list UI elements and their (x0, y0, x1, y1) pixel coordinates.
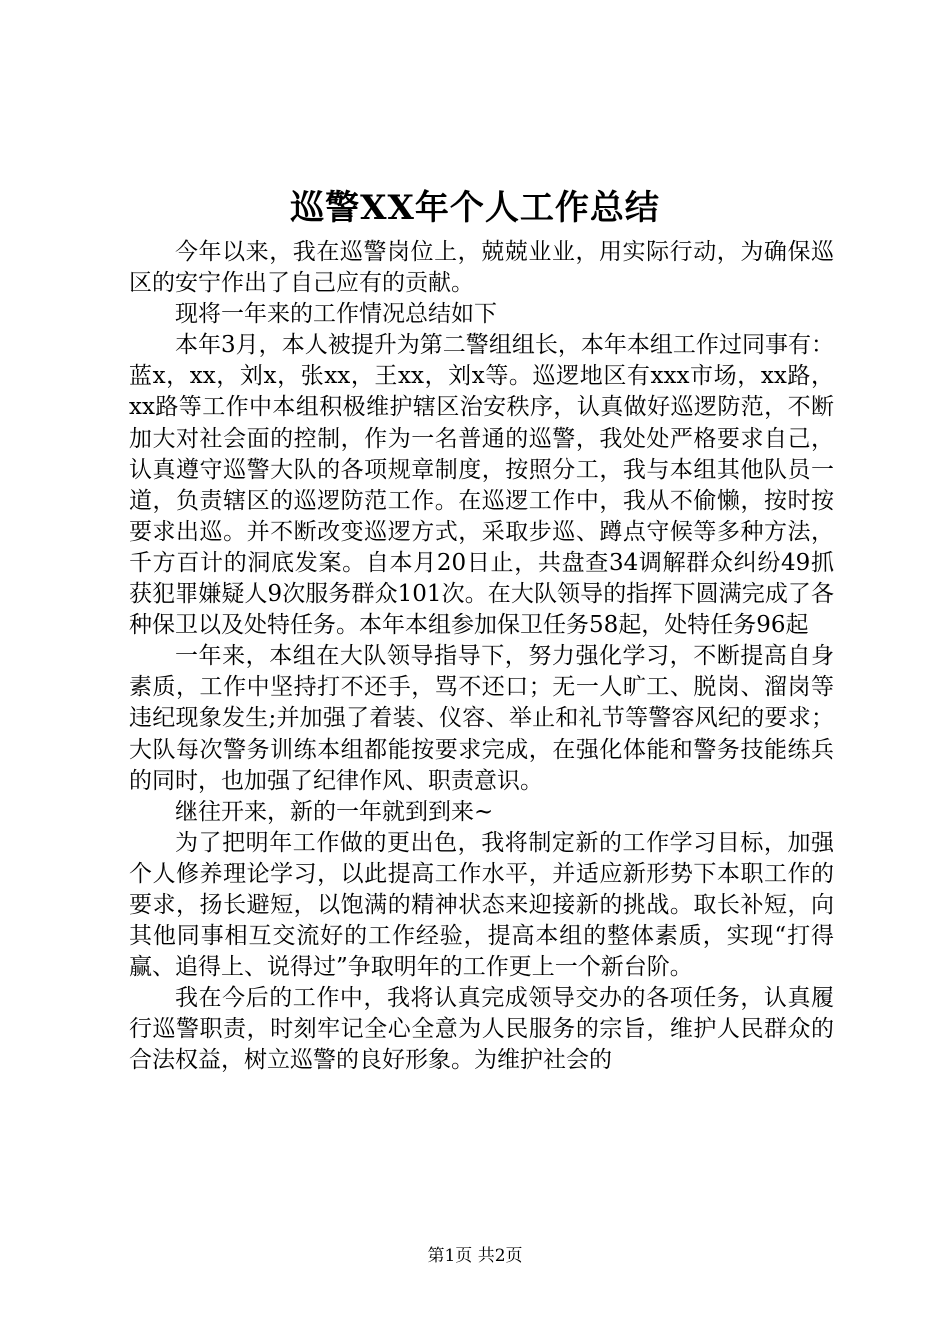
paragraph-1: 今年以来，我在巡警岗位上，兢兢业业，用实际行动，为确保巡区的安宁作出了自己应有的贡献。 (129, 239, 834, 297)
paragraph-3: 本年3月，本人被提升为第二警组组长，本年本组工作过同事有：蓝x，xx，刘x，张xx，王xx，刘x等。巡逻地区有xxx市场，xx路，xx路等工作中本组积极维护辖区治安秩序，认真做好巡逻防范，不断加大对社会面的控制，作为一名普通的巡警，我处处严格要求自己，认真遵守巡警大队的各项规章制度，按照分工，我与本组其他队员一道，负责辖区的巡逻防范工作。在巡逻工作中，我从不偷懒，按时按要求出巡。并不断改变巡逻方式，采取步巡、蹲点守候等多种方法，千方百计的洞底发案。自本月20日止，共盘查34调解群众纠纷49抓获犯罪嫌疑人9次服务群众101次。在大队领导的指挥下圆满完成了各种保卫以及处特任务。本年本组参加保卫任务58起，处特任务96起 (129, 332, 834, 639)
paragraph-4: 一年来，本组在大队领导指导下，努力强化学习，不断提高自身素质，工作中坚持打不还手，骂不还口；无一人旷工、脱岗、溜岗等违纪现象发生;并加强了着装、仪容、举止和礼节等警容风纪的要求；大队每次警务训练本组都能按要求完成，在强化体能和警务技能练兵的同时，也加强了纪律作风、职责意识。 (129, 643, 834, 794)
document-title: 巡警XX年个人工作总结 (290, 188, 660, 228)
paragraph-7: 我在今后的工作中，我将认真完成领导交办的各项任务，认真履行巡警职责，时刻牢记全心全意为人民服务的宗旨，维护人民群众的合法权益，树立巡警的良好形象。为维护社会的 (129, 985, 834, 1074)
page-footer: 第1页 共2页 (427, 1246, 523, 1266)
paragraph-6: 为了把明年工作做的更出色，我将制定新的工作学习目标，加强个人修养理论学习，以此提高工作水平，并适应新形势下本职工作的要求，扬长避短，以饱满的精神状态来迎接新的挑战。取长补短，向其他同事相互交流好的工作经验，提高本组的整体素质，实现“打得赢、追得上、说得过”争取明年的工作更上一个新台阶。 (129, 829, 834, 981)
paragraph-5: 继往开来，新的一年就到到来~ (175, 798, 494, 825)
document-body (129, 237, 834, 1077)
paragraph-2: 现将一年来的工作情况总结如下 (175, 301, 497, 328)
